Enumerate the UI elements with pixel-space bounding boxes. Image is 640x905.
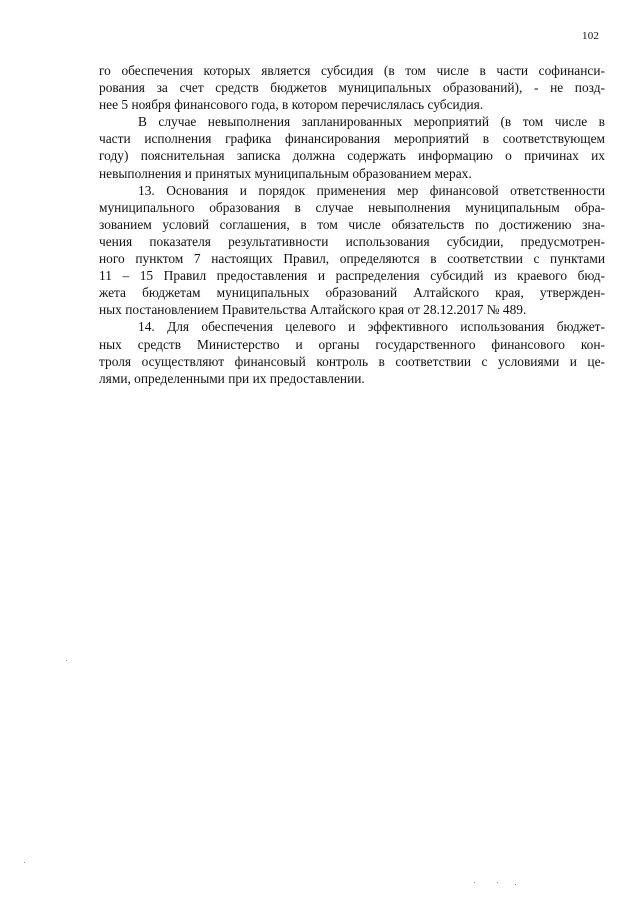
text-line: В случае невыполнения запланированных мероприятий (в том числе в	[138, 114, 605, 130]
scan-speck	[66, 660, 67, 661]
document-body	[99, 62, 605, 387]
text-line: чения показателя результативности использования субсидии, предусмотрен-	[99, 233, 605, 249]
text-line: ного пунктом 7 настоящих Правил, определяются в соответствии с пунктами	[99, 251, 605, 267]
paragraph-nonfulfillment	[99, 113, 605, 181]
text-line: 11 – 15 Правил предоставления и распределения субсидий из краевого бюд-	[99, 268, 605, 284]
text-line: рования за счет средств бюджетов муниципальных образований), - не позд-	[99, 80, 605, 96]
scan-speck	[497, 882, 498, 883]
paragraph-continuation	[99, 62, 605, 113]
paragraph-item-14	[99, 318, 605, 386]
paragraph-item-13	[99, 182, 605, 319]
scan-speck	[24, 862, 25, 863]
text-line: нее 5 ноября финансового года, в котором перечислялась субсидия.	[99, 97, 484, 113]
text-line: невыполнения и принятых муниципальным образованием мерах.	[99, 165, 472, 181]
text-line: зованием условий соглашения, в том числе обязательств по достижению зна-	[99, 216, 605, 232]
page-number: 102	[582, 30, 600, 42]
text-line: ных средств Министерство и органы государственного финансового кон-	[99, 336, 605, 352]
text-line: жета бюджетам муниципальных образований Алтайского края, утвержден-	[99, 285, 605, 301]
text-line: 13. Основания и порядок применения мер финансовой ответственности	[138, 182, 605, 198]
scan-speck	[515, 884, 516, 885]
text-line: году) пояснительная записка должна содержать информацию о причинах их	[99, 148, 605, 164]
text-line: го обеспечения которых является субсидия (в том числе в части софинанси-	[99, 63, 605, 78]
text-line: лями, определенными при их предоставлении.	[99, 370, 365, 386]
text-line: троля осуществляют финансовый контроль в соответствии с условиями и це-	[99, 353, 605, 369]
scan-speck	[474, 882, 475, 883]
text-line: муниципального образования в случае невыполнения муниципальным обра-	[99, 199, 605, 215]
text-line: части исполнения графика финансирования мероприятий в соответствующем	[99, 131, 605, 147]
text-line: ных постановлением Правительства Алтайского края от 28.12.2017 № 489.	[99, 302, 527, 318]
text-line: 14. Для обеспечения целевого и эффективного использования бюджет-	[138, 319, 605, 335]
